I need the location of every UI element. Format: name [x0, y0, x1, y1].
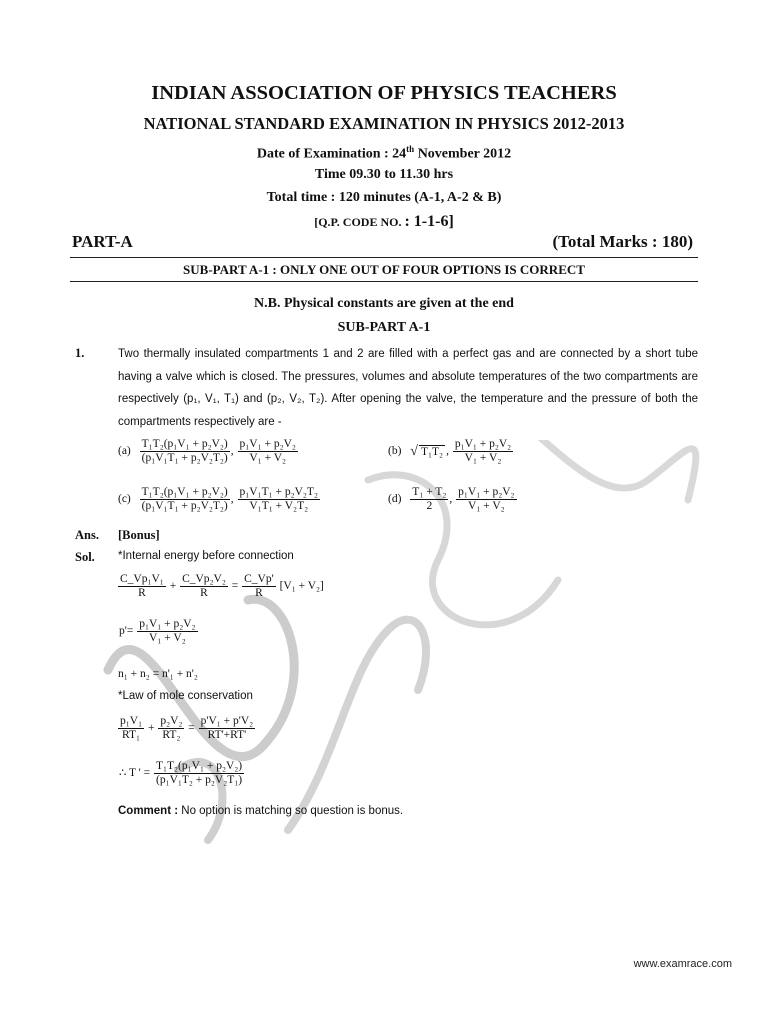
equation-pressure: p'= $\frac{\text{p₁V₁ + p₂V₂}}{\text{V₁ + V₂}}$ — [119, 618, 196, 644]
option-d: (d) $\frac{\text{T₁ + T₂}}{2}$ , $\frac{\text{p₁V₁ + p₂V₂}}{\text{V₁ + V₂}}$ — [388, 486, 515, 512]
question-number: 1. — [75, 346, 85, 360]
exam-date: Date of Examination : 24th November 2012 — [256, 144, 512, 162]
solution-label: Sol. — [75, 550, 95, 564]
equation-mole-conservation: $\frac{\text{p₁V₁}}{\text{RT₁}}$ + $\frac{\text{p₂V₂}}{\text{RT₂}}$ = $\frac{\text{p'V₁ + p'V₂}}{RT'+RT'}$ — [120, 715, 254, 741]
equation-temperature: ∴ T ' = $\frac{\text{T₁T₂(p₁V₁ + p₂V₂)}}{\text{(p₁V₁T₂ + p₂V₂T₁)}}$ — [119, 760, 243, 786]
part-label: PART-A — [72, 232, 133, 251]
qp-code: [Q.P. CODE NO. : 1-1-6] — [314, 213, 454, 230]
org-title: INDIAN ASSOCIATION OF PHYSICS TEACHERS — [151, 82, 617, 104]
option-c: (c) $\frac{\text{T₁T₂(p₁V₁ + p₂V₂)}}{\text{(p₁V₁T₁ + p₂V₂T₂)}}$ , $\frac{\text{p₁V₁T₁ + p₂V₂T₂}}{\text{V₁T₁ + V₂T₂}}$ — [118, 486, 318, 512]
divider-bottom — [70, 281, 698, 282]
answer-value: [Bonus] — [118, 528, 160, 542]
footer-url: www.examrace.com — [633, 958, 732, 970]
solution-comment: Comment : No option is matching so question is bonus. — [118, 805, 404, 817]
subpart-heading: SUB-PART A-1 — [337, 320, 431, 335]
divider-top — [70, 257, 698, 258]
option-a: (a) $\frac{\text{T₁T₂(p₁V₁ + p₂V₂)}}{\text{(p₁V₁T₁ + p₂V₂T₂)}}$ , $\frac{\text{p₁V₁ + p₂V₂}}{\text{V₁ + V₂}}$ — [118, 438, 296, 464]
total-time: Total time : 120 minutes (A-1, A-2 & B) — [266, 190, 502, 205]
question-text: Two thermally insulated compartments 1 and 2 are filled with a perfect gas and are connected by a short tube having a valve which is closed. The pressures, volumes and absolute temperatures of the two compartments are respectively (p₁, V₁, T₁) and (p₂, V₂, T₂). After opening the valve, the temperature and the pressure of both the compartments respectively are - — [118, 348, 698, 428]
nb-note: N.B. Physical constants are given at the end — [254, 296, 514, 311]
equation-energy: $\frac{\text{C\_Vp₁V₁}}{R}$ + $\frac{\text{C\_Vp₂V₂}}{R}$ = $\frac{C\_Vp'}{R}$ [V₁ + V₂] — [120, 573, 324, 599]
option-b: (b) √ T₁T₂ , $\frac{\text{p₁V₁ + p₂V₂}}{\text{V₁ + V₂}}$ — [388, 438, 512, 464]
solution-line-2: *Law of mole conservation — [118, 690, 253, 702]
total-marks: (Total Marks : 180) — [552, 232, 693, 251]
equation-moles: n₁ + n₂ = n'₁ + n'₂ — [118, 668, 198, 680]
exam-title: NATIONAL STANDARD EXAMINATION IN PHYSICS 2012-2013 — [143, 114, 625, 133]
subpart-banner: SUB-PART A-1 : ONLY ONE OUT OF FOUR OPTIONS IS CORRECT — [183, 262, 585, 277]
solution-line-1: *Internal energy before connection — [118, 550, 294, 562]
exam-time: Time 09.30 to 11.30 hrs — [314, 167, 454, 182]
answer-label: Ans. — [75, 528, 99, 542]
